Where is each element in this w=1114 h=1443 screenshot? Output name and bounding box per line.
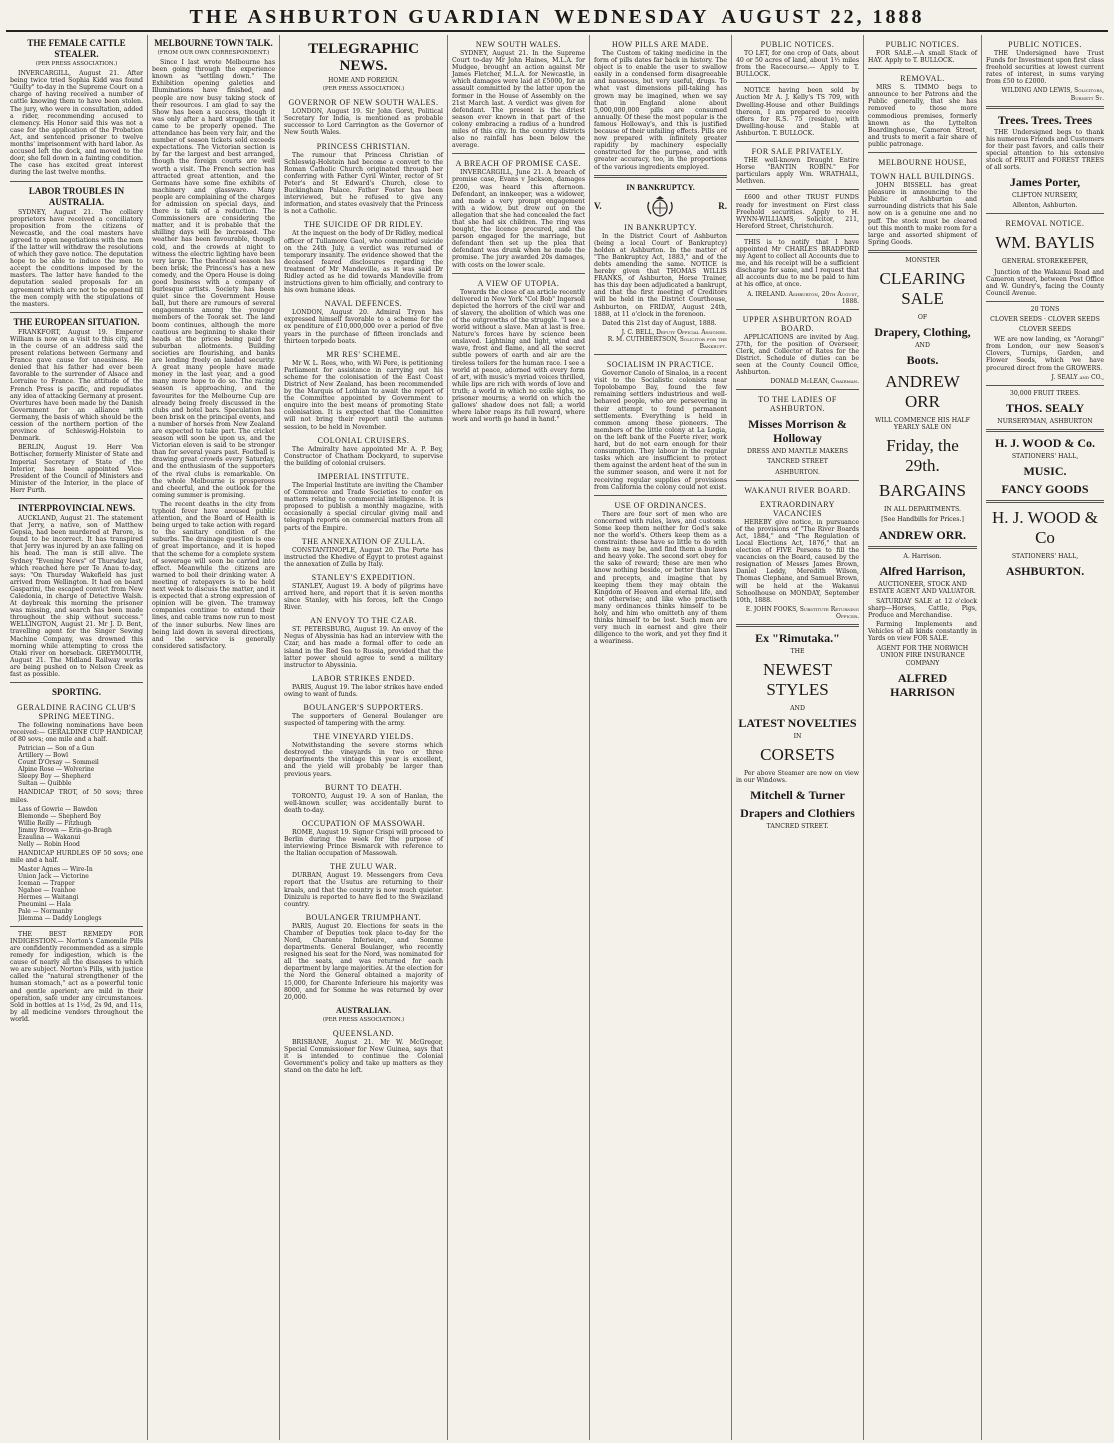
headline-socialism: SOCIALISM IN PRACTICE. bbox=[606, 360, 715, 370]
advert-music: MUSIC. bbox=[1023, 464, 1067, 478]
notice-bissell: JOHN BISSELL has great pleasure in announcing to the Public of Ashburton and surrounding districts that his Sale now on is a genuine one and no puff. The stock must be cleared out this month to make room for a large and assorted shipment of Spring Goods. bbox=[868, 182, 977, 246]
article-melbourne-2: The recent deaths in the city from typhoid fever have aroused public attention, and the Board of Health is being urged to take action with regard to the sanitary condition of the suburbs. The drainage question is one of great importance, and it is hoped that the scheme for a complete system of sewerage will soon be carried into effect. Meanwhile the citizens are warned to boil their drinking water. A meeting of ratepayers is to be held next week to discuss the matter, and it is expected that a strong expression of opinion will be given. The tramway companies continue to extend their lines, and cable trams now run to most of the inner suburbs. New lines are being laid down in several directions, and the service is generally considered satisfactory. bbox=[152, 500, 275, 650]
article-stanley: STANLEY, August 19. A body of pilgrims have arrived here, and report that it is seven months since Stanley, with his forces, left the Congo River. bbox=[284, 582, 443, 612]
section-public-notices: PUBLIC NOTICES. bbox=[885, 40, 960, 49]
divider bbox=[736, 480, 859, 481]
article-berlin: BERLIN, August 19. Herr Von Bottischer, formerly Minister of State and Imperial Secretary of State of the Interior, has been appointed Vice-President of the Council of Ministers and Minister of the Interior, in the place of Herr Furth. bbox=[10, 444, 143, 494]
entry: Hermes — Waitangi bbox=[18, 893, 79, 901]
headline-boulanger-triumphant: BOULANGER TRIUMPHANT. bbox=[305, 912, 422, 922]
divider bbox=[736, 309, 859, 310]
divider bbox=[868, 152, 977, 153]
column-4 bbox=[448, 35, 590, 1440]
advert-bargains: BARGAINS bbox=[879, 481, 966, 501]
divider bbox=[594, 495, 727, 496]
section-public-notices: PUBLIC NOTICES. bbox=[760, 40, 835, 49]
advert-20-tons: 20 TONS bbox=[1030, 305, 1060, 313]
vacancies-signature: E. JOHN FOOKS, Substitute Returning Officer. bbox=[745, 605, 859, 620]
entry: Artillery — Bowl bbox=[18, 752, 69, 760]
advert-the: THE bbox=[790, 647, 805, 655]
article-rees: Mr W. L. Rees, who, with Wi Pere, is petitioning Parliament for assistance in carrying out his scheme for the colonisation of the East Coast District of New Zealand, has been recommended by the Marquis of Lothian to await the report of the Committee appointed by Government to enquire into the best means of promoting State colonisation. It is expected that the Committee will not bring their report until the autumn session, to be held in November. bbox=[284, 359, 443, 431]
article-strikes: PARIS, August 19. The labor strikes have ended owing to want of funds. bbox=[284, 683, 443, 698]
headline-stanley: STANLEY'S EXPEDITION. bbox=[311, 572, 416, 582]
entry: Blemonde — Shepherd Boy bbox=[18, 812, 102, 820]
headline-melbourne: MELBOURNE TOWN TALK. bbox=[154, 38, 273, 48]
article-interprovincial: AUCKLAND, August 21. The statement that Jerry, a native, son of Matthew Gepsia, had been murdered at Parore, is found to be incorrect. It has transpired that Jerry was injured by an axe falling on his head. The man is still alive. The Sydney "Evening News" of Thursday last, which reached here per Te Anau to-day, says: "On Thursday Wakefield has just arrived from Wellington. It had on board Gasparini, the escaped convict from New Caledonia, in charge of Detective Walsh. At daybreak this morning the prisoner was missing, and search has been made throughout the ship without success." WELLINGTON, August 21. Mr J. D. Bent, travelling agent for the Singer Sewing Machine Company, was drowned this morning while attempting to cross the Otaki river on horseback. GREYMOUTH, August 21. The Midland Railway works are being pushed on to Nelson Creek as fast as possible. bbox=[10, 514, 143, 679]
article-pills: The Custom of taking medicine in the form of pills dates far back in history. The object is to enable the user to swallow easily in a condensed form disagreeable and nauseous, but very useful, drugs. To what vast dimensions pill-taking has grown may be imagined, when we say that in England alone about 5,000,000,000 pills are consumed annually. Of these the most popular is the famous Holloway's, and this is justified because of their unfailing effects. Pills are now prepared with infinitely greater rapidity by machinery especially constructed for the purpose, and with greater accuracy, too, in the proportions of the various ingredients employed. bbox=[594, 50, 727, 171]
entry: Patrician — Son of a Gun bbox=[18, 745, 95, 753]
headline-geraldine: GERALDINE RACING CLUB'S SPRING MEETING. bbox=[16, 703, 137, 722]
headline-cattle: THE FEMALE CATTLE STEALER. bbox=[27, 38, 126, 59]
column-6 bbox=[732, 35, 864, 1440]
headline-nsw: NEW SOUTH WALES. bbox=[475, 40, 562, 49]
advert-dressmakers: DRESS AND MANTLE MAKERS bbox=[746, 448, 849, 456]
article-melbourne: Since I last wrote Melbourne has been going through the experience known as "settling down." The Exhibition opening galeties and Illuminations have finished, and people are now busy taking stock of their resources. I am glad to say the Show has been a success, though it was only after a hard struggle that it came to be properly opened. The attendance has been very fair, and the number of season tickets sold exceeds expectations. The Victorian section is by far the largest and best arranged, though the foreign courts are well worth a visit. The French section has attracted great attention, and the Germans have some fine exhibits of machinery and glassware. Many people are complaining of the charges for admission on special days, and there is talk of a reduction. The Commissioners are considering the matter, and it is probable that the shilling days will be increased. The weather has been favourable, though cold, and the crowds at night to witness the electric lighting have been very large. The theatrical season has been brisk; the Princess's has a new comedy, and the Opera House is doing good business with a company of burlesque artists. Society has been quiet since the Government House ball, but there are rumours of several engagements among the younger members of the Toorak set. The land boom continues, although the more cautious are beginning to shake their heads at the prices being paid for suburban allotments. Building societies are flourishing, and banks are lending freely on landed security. A great many people have made money in the last year, and a good many more hope to do so. The racing season is approaching, and the favourites for the Melbourne Cup are already being freely discussed in the clubs and hotel bars. Speculation has been brisk on the principal events, and a number of horses from New Zealand are expected to take part. The cricket season will soon be upon us, and the Victorian eleven is said to be stronger than for several years past. Football is drawing great crowds every Saturday, and the enthusiasm of the supporters of the rival clubs is remarkable. On the whole Melbourne is prosperous and cheerful, and the outlook for the coming summer is promising. bbox=[152, 59, 275, 499]
advert-and: AND bbox=[790, 705, 805, 713]
article-boulanger: The supporters of General Boulanger are suspected of tampering with the army. bbox=[284, 713, 443, 728]
advert-drapers: Drapers and Clothiers bbox=[740, 806, 855, 821]
seal-r: R. bbox=[718, 201, 727, 212]
headline-princess: PRINCESS CHRISTIAN. bbox=[316, 141, 411, 151]
headline-pills: HOW PILLS ARE MADE. bbox=[612, 40, 709, 49]
entry: Pale — Normanby bbox=[18, 907, 73, 915]
headline-upper-ashburton: UPPER ASHBURTON ROAD BOARD. bbox=[742, 314, 853, 333]
headline-rees: MR RES' SCHEME. bbox=[326, 349, 401, 359]
advert-fancy-goods: FANCY GOODS bbox=[1001, 482, 1089, 496]
headline-wakanui: WAKANUI RIVER BOARD. bbox=[744, 485, 851, 495]
headline-breach: A BREACH OF PROMISE CASE. bbox=[455, 159, 582, 169]
article-queensland: BRISBANE, August 21. Mr W. McGregor, Special Commissioner for New Guinea, says that it is intended to continue the Colonial Government's policy and take up matters as they stand on the date he left. bbox=[284, 1038, 443, 1075]
notice-private-sale: THE well-known Draught Entire Horse "BANTIN ROBIN." For particulars apply Wm. WRATHALL, Methven. bbox=[736, 157, 859, 186]
entry-list-1 bbox=[18, 745, 143, 787]
advert-clover-2: CLOVER SEEDS bbox=[1019, 326, 1071, 334]
article-burnt: TORONTO, August 19. A son of Hanlan, the well-known sculler, was accidentally burnt to death to-day. bbox=[284, 792, 443, 814]
advert-harrison-small: A. Harrison. bbox=[903, 552, 942, 560]
seal-v: V. bbox=[594, 201, 602, 212]
advert-friday: Friday, the 29th. bbox=[886, 436, 959, 476]
upper-signature: DONALD McLEAN, Chairman. bbox=[770, 378, 859, 386]
article-princess: The rumour that Princess Christian of Schleswig-Holstein had become a convert to the Roman Catholic Church originated through her conferring with Father Cyril Winter, rector of St Peter's and St Edward's Church, close to Buckingham Palace. Father Foster has been interviewed, but he refused to give any information, and states evasively that the Princess is not a Catholic. bbox=[284, 151, 443, 216]
advert-corsets: CORSETS bbox=[760, 745, 835, 765]
column-2 bbox=[148, 35, 280, 1440]
advert-per-above: Per above Steamer are now on view in our Windows. bbox=[736, 770, 859, 785]
entry: Pneumini — Hala bbox=[18, 900, 71, 908]
article-vineyard: Notwithstanding the severe storms which destroyed the vineyards in two or three departments the vintage this year is excellent, and the yield will probably be larger than previous years. bbox=[284, 742, 443, 778]
advert-trees: Trees. Trees. Trees bbox=[997, 112, 1093, 127]
headline-ordinances: USE OF ORDINANCES. bbox=[614, 500, 707, 510]
advert-and: AND bbox=[915, 342, 930, 350]
advert-auctioneer: AUCTIONEER, STOCK AND ESTATE AGENT AND VALUATOR. bbox=[869, 580, 976, 595]
headline-europe: THE EUROPEAN SITUATION. bbox=[13, 316, 140, 327]
wilding-signature: WILDING AND LEWIS, Solicitors, Burnett St. bbox=[1001, 87, 1104, 102]
advert-storekeeper: GENERAL STOREKEEPER, bbox=[1001, 258, 1089, 266]
divider bbox=[868, 546, 977, 549]
divider bbox=[594, 175, 727, 178]
article-europe: FRANKFORT, August 19. Emperor William is now on a visit to this city, and in the course of an address said the present relations between Germany and France gave cause for uneasiness. He denied that his father had ever been favorable to the surrender of Alsace and Lorraine to France. The attitude of the French Press is pacific, and repudiates any idea of attacking Germany at present. Overtures have been made by the Danish Government for an alliance with Germany, the basis of which should be the cession of the northern portion of the province of Schleswig-Holstein to Denmark. bbox=[10, 328, 143, 443]
masthead-title: THE ASHBURTON GUARDIAN bbox=[189, 5, 543, 28]
article-breach: INVERCARGILL, June 21. A breach of promise case, Evans v Jackson, damages £200, was heard this afternoon. Defendant, an innkeeper, was a widower, and made a very prompt engagement with a widow, but drew out on the allegation that she had concealed the fact that she had six children. The ring was bought, the licence procured, and the parson engaged for the marriage, but defendant then set up the plea that defendant was drunk when he made the promise. The jury awarded 20s damages, with costs on the lower scale. bbox=[452, 169, 585, 269]
divider bbox=[736, 189, 859, 190]
advert-farming: Farming Implements and Vehicles of all kinds constantly in Yards on view FOR SALE. bbox=[868, 621, 977, 643]
entry: Ngahee — Ivanhoe bbox=[18, 886, 76, 894]
advert-alfred-harrison: Alfred Harrison, bbox=[879, 563, 966, 578]
advert-half-yearly: WILL COMMENCE HIS HALF YEARLY SALE ON bbox=[875, 417, 970, 432]
advert-saturday-sale: SATURDAY SALE at 12 o'clock sharp—Horses, Cattle, Pigs, Produce and Merchandise. bbox=[868, 597, 977, 619]
headline-queensland: QUEENSLAND. bbox=[332, 1028, 395, 1038]
article-cruisers: The Admiralty have appointed Mr A. P. Bey, Constructor of Chatham Dockyard, to supervise the building of colonial cruisers. bbox=[284, 445, 443, 467]
byline: (PER PRESS ASSOCIATION.) bbox=[35, 61, 118, 67]
headline-sporting: SPORTING. bbox=[52, 687, 101, 698]
divider bbox=[736, 82, 859, 83]
divider bbox=[868, 68, 977, 69]
headline-australian: AUSTRALIAN. bbox=[336, 1005, 391, 1015]
entry-list-2 bbox=[18, 806, 143, 848]
advert-stationers-hall: STATIONERS' HALL, bbox=[1011, 452, 1079, 460]
headline-melbourne-house: MELBOURNE HOUSE, bbox=[878, 158, 967, 168]
headline-cruisers: COLONIAL CRUISERS. bbox=[317, 435, 410, 445]
divider bbox=[10, 312, 143, 313]
article-boulanger-triumphant: PARIS, August 20. Elections for seats in the Chamber of Deputies took place to-day for the Nord, Charente Inferieure, and Somme departments. General Boulanger, who recently resigned his seat for the Nord, was nominated for all the seats, and was returned for each department by large majorities. At the election for the Nord the General obtained a majority of 15,000, for Charente Inferieure his majority was 8000, and for Somme he was returned by over 20,000. bbox=[284, 922, 443, 1001]
masthead-day: WEDNESDAY bbox=[554, 5, 710, 28]
entry: Iceman — Trapper bbox=[18, 879, 75, 887]
article-zulu: DURBAN, August 19. Messengers from Ceva report that the Usutus are returning to their kraals, and that the country is now much quieter. Dinizulu is reported to have fled to the Swaziland country. bbox=[284, 872, 443, 908]
headline-czar: AN ENVOY TO THE CZAR. bbox=[310, 616, 417, 626]
advert-hj-wood-2: H. J. WOOD & Co bbox=[992, 508, 1098, 547]
headline-ladies: TO THE LADIES OF ASHBURTON. bbox=[758, 395, 837, 414]
article-socialism: Governor Canolo of Sinaloa, in a recent visit to the Socialistic colonists near Topolobampo Bay, found the few remaining settlers industrious and well-behaved people, who are persevering in their attempt to found permanent settlements. Everything is held in common among these pioneers. The members of the little colony at La Logia, on the left bank of the Fuerte river, work hard, but do not earn enough for their consumption. They labour in the regular tasks which are insufficient to protect them against the ardent heat of the sun in the summer season, and were it not for receiving regular supplies of provisions from California the colony could not exist. bbox=[594, 370, 727, 491]
advert-clearing-sale: CLEARING SALE bbox=[879, 268, 966, 308]
section-public-notices: PUBLIC NOTICES. bbox=[1008, 40, 1082, 49]
columns bbox=[6, 35, 1108, 1440]
article-zulla: CONSTANTINOPLE, August 20. The Porte has instructed the Khedive of Egypt to protest against the annexation of Zulla by Italy. bbox=[284, 546, 443, 568]
handicap-trot: HANDICAP TROT, of 50 sovs; three miles. bbox=[10, 789, 143, 804]
column-8 bbox=[982, 35, 1108, 1440]
byline: (FROM OUR OWN CORRESPONDENT.) bbox=[157, 50, 270, 56]
headline-zulla: THE ANNEXATION OF ZULLA. bbox=[301, 536, 426, 546]
divider bbox=[10, 498, 143, 499]
advert-boots: Boots. bbox=[906, 353, 939, 368]
headline-boulanger: BOULANGER'S SUPPORTERS. bbox=[303, 703, 424, 712]
subhead-home-foreign: HOME AND FOREIGN. bbox=[328, 77, 399, 84]
article-ordinances: There are four sort of men who are concerned with rules, laws, and customs. Some keep them neither for God's sake nor the world's. Others keep them as a constraint: these have so little to do with them as may be, and find them a burden and heavy yoke. The second sort obey for the sake of reward; these are men who know nothing beside, or better than laws and precepts, and imagine that by keeping them they may obtain the Kingdom of Heaven and eternal life, and not otherwise; and like who practiseth many ordinances thinks himself to be holy, and him who omitteth any of them thinks himself to be lost. Such men are very much in earnest and give their diligence to the work, and yet they find it a weariness. bbox=[594, 510, 727, 646]
article-imperial: The Imperial Institute are inviting the Chamber of Commerce and Trade Societies to confer on matters relating to commercial intelligence. It is proposed to publish a monthly magazine, with occasionally a special circular giving mail and telegraph reports on commercial matters from all parts of the Empire. bbox=[284, 481, 443, 532]
entry: Sleepy Boy — Shepherd bbox=[18, 773, 91, 781]
article-naval: LONDON, August 20. Admiral Tryon has expressed himself favorable to a scheme for the ex penditure of £10,000,000 over a period of five years in the purchase of fifteen ironclads and thirteen torpedo boats. bbox=[284, 309, 443, 345]
advert-town: ASHBURTON. bbox=[775, 468, 820, 476]
divider bbox=[452, 273, 585, 274]
bankruptcy-solicitor: R. M. CUTHBERTSON, Solicitor for the Bankrupt. bbox=[607, 335, 727, 350]
notice-vacancies: HEREBY give notice, in pursuance of the provisions of "The River Boards Act, 1884," and "The Regulation of Local Elections Act, 1876," that an election of FIVE Persons to fill the vacancies on the Board, caused by the resignation of Messrs James Brown, Daniel Leddy, Meredith Wilson, Thomas Clephane, and Samuel Brown, will be held at the Wakanui Schoolhouse on MONDAY, September 10th, 1888. bbox=[736, 518, 859, 604]
entry: Jimmy Brown — Erin-go-Bragh bbox=[18, 826, 112, 834]
advert-in: IN bbox=[793, 733, 802, 741]
entry: Willie Reilly — Fitzhugh bbox=[18, 819, 92, 827]
headline-removal-notice: REMOVAL NOTICE. bbox=[1005, 219, 1085, 229]
divider bbox=[986, 106, 1104, 109]
ireland-signature: A. IRELAND. Ashburton, 20th August, 1888. bbox=[747, 290, 859, 305]
headline-interprovincial: INTERPROVINCIAL NEWS. bbox=[17, 502, 136, 513]
headline-imperial: IMPERIAL INSTITUTE. bbox=[317, 471, 410, 481]
headline-governor: GOVERNOR OF NEW SOUTH WALES. bbox=[288, 98, 439, 108]
advert-all-departments: IN ALL DEPARTMENTS. bbox=[883, 506, 962, 514]
advert-baylis-text: Junction of the Wakanui Road and Cameron street, between Post Office and W. Gundry's, facing the County Council Avenue. bbox=[986, 268, 1104, 297]
divider bbox=[452, 153, 585, 154]
advert-sealy-text: WE are now landing, ex "Aorangi" from London, our new Season's Clovers, Turnips, Garden, and Flower Seeds, which we have procured direct from the GROWERS. bbox=[986, 336, 1104, 372]
notice-ireland: THIS is to notify that I have appointed Mr CHARLES BRADFORD my Agent to collect all Accounts due to me, and his receipt will be a sufficient discharge for same, and I request that all accounts due to me be paid to him at his office, at once. bbox=[736, 238, 859, 289]
advert-ex-rimutaka: Ex "Rimutaka." bbox=[755, 630, 840, 645]
headline-utopia: A VIEW OF UTOPIA. bbox=[477, 278, 560, 288]
byline: (PER PRESS ASSOCIATION.) bbox=[322, 86, 405, 93]
advert-norwich-union: AGENT FOR THE NORWICH UNION FIRE INSURANCE COMPANY bbox=[876, 645, 969, 667]
notice-land-to-let: TO LET, for one crop of Oats, about 40 or 50 acres of land, about 1½ miles from the Racecourse.— Apply to T. BULLOCK. bbox=[736, 50, 859, 79]
article-nsw: SYDNEY, August 21. In the Supreme Court to-day Mr John Haines, M.L.A. for Mudgee, brought an action against Mr James Fletcher, M.L.A. for Newcastle, in which damages were laid at £5000, for an assault committed by the latter upon the former in the House of Assembly on the 21st March last. A verdict was given for defendant. The present is the driest season ever known in that part of the colony embracing a radius of a hundred miles of this city. In the country districts also no rainfall has been below the average. bbox=[452, 50, 585, 150]
entry: Sultan — Quibble bbox=[18, 780, 72, 788]
advert-alfred-harrison-2: ALFRED HARRISON bbox=[890, 670, 955, 699]
divider bbox=[986, 429, 1104, 432]
column-5 bbox=[590, 35, 732, 1440]
entry-list-3 bbox=[18, 866, 143, 922]
divider bbox=[986, 301, 1104, 302]
divider bbox=[736, 234, 859, 235]
byline: (PER PRESS ASSOCIATION.) bbox=[322, 1016, 405, 1023]
advert-address: TANCRED STREET bbox=[767, 458, 828, 466]
handicap-hurdles: HANDICAP HURDLES OF 50 sovs; one mile and a half. bbox=[10, 849, 143, 864]
article-ridley: At the inquest on the body of Dr Ridley, medical officer of Tullamore Gaol, who committed suicide on the 24th July, a verdict was returned of temporary insanity. The evidence showed that the deceased feared disclosures regarding the treatment of Mr Mandeville, as it was said Dr Ridley acted as he did towards Mandeville from instructions given to him officially, and contrary to his own humane ideas. bbox=[284, 230, 443, 295]
headline-town-hall: TOWN HALL BUILDINGS. bbox=[870, 172, 975, 182]
entry: Ezaulina — Wakanui bbox=[18, 833, 81, 841]
divider bbox=[986, 385, 1104, 386]
headline-zulu: THE ZULU WAR. bbox=[329, 862, 397, 872]
advert-andrew-orr-2: ANDREW ORR. bbox=[878, 527, 967, 542]
column-7 bbox=[864, 35, 982, 1440]
masthead bbox=[6, 4, 1108, 32]
divider bbox=[986, 500, 1104, 503]
column-1 bbox=[6, 35, 148, 1440]
divider bbox=[594, 354, 727, 355]
divider bbox=[10, 682, 143, 683]
entry: Count D'Orsay — Sommeil bbox=[18, 759, 99, 767]
article-massowah: ROME, August 19. Signor Crispi will proceed to Berlin during the week for the purpose of interviewing Prince Bismarck with reference to the Italian occupation of Massowah. bbox=[284, 828, 443, 858]
entry: Lass of Gowrie — Bawdon bbox=[18, 805, 98, 813]
headline-private-sale: FOR SALE PRIVATELY. bbox=[751, 147, 844, 157]
advert-tancred: TANCRED STREET. bbox=[766, 823, 829, 831]
bankruptcy-notice: In the District Court of Ashburton (being a local Court of Bankruptcy) holden at Ashburton. In the matter of "The Bankruptcy Act, 1883," and of the debts amending the same. NOTICE is hereby given that THOMAS WILLIS FRANKS, of Ashburton, Horse Trainer, has this day been adjudicated a bankrupt, and that the first meeting of Creditors will be held in the District Courthouse, Ashburton, on FRIDAY, August 24th, 1888, at 11 o'clock in the forenoon. bbox=[594, 232, 727, 318]
article-governor: LONDON, August 19. Sir John Gorst, Political Secretary for India, is mentioned as probable successor to Lord Carrington as the Governor of New South Wales. bbox=[284, 108, 443, 137]
advert-norton-pills: THE BEST REMEDY FOR INDIGESTION.— Norton's Camomile Pills are confidently recommended as a simple remedy for indigestion, which is the cause of nearly all the diseases to which we are subject. Norton's Pills, with justice called the "natural strengthener of the human stomach," act as a powerful tonic and gentle aperient; are mild in their operation, safe under any circumstances. Sold in bottles at 1s 1½d, 2s 9d, and 11s, by all medicine vendors throughout the world. bbox=[10, 930, 143, 1023]
article-czar: ST. PETERSBURG, August 19. An envoy of the Negus of Abyssinia has had an interview with the Czar, and has made a formal offer to cede an island in the Red Sea to Russia, provided that the latter power should agree to send a military instructor to Abyssinia. bbox=[284, 626, 443, 669]
divider bbox=[736, 389, 859, 390]
royal-seal bbox=[594, 196, 727, 218]
column-3 bbox=[280, 35, 448, 1440]
divider bbox=[868, 250, 977, 253]
advert-morrison-holloway: Misses Morrison & Holloway bbox=[748, 417, 847, 446]
advert-allenton: Allenton, Ashburton. bbox=[1012, 202, 1078, 210]
headline-bankruptcy: IN BANKRUPTCY. bbox=[626, 182, 695, 192]
headline-telegraphic: TELEGRAPHIC NEWS. bbox=[308, 41, 419, 74]
advert-stationers-hall-2: STATIONERS' HALL, bbox=[1011, 553, 1079, 560]
divider bbox=[736, 624, 859, 627]
entry: Jilemma — Daddy Longlegs bbox=[18, 914, 102, 922]
notice-upper-ashburton: APPLICATIONS are invited by Aug. 27th, for the position of Overseer, Clerk, and Collector of Rates for the District. Schedule of duties can be seen at the County Council Office, Ashburton. bbox=[736, 333, 859, 377]
entry: Union Jack — Victorine bbox=[18, 872, 89, 880]
headline-removal: REMOVAL. bbox=[900, 74, 945, 84]
notice-kelly-sale: NOTICE having been sold by Auction Mr A. J. Kelly's TS 709, with Dwelling-House and other Buildings thereon, I am prepared to receive offers for R.S. 75 (residue), with Dwelling-house and Stable at Ashburton. T. BULLOCK. bbox=[736, 87, 859, 137]
headline-vineyard: THE VINEYARD YIELDS. bbox=[313, 732, 414, 742]
entry: Master Agnes — Wire-In bbox=[18, 865, 93, 873]
advert-baylis: WM. BAYLIS bbox=[995, 233, 1095, 253]
advert-monster: MONSTER bbox=[905, 256, 940, 264]
headline-strikes: LABOR STRIKES ENDED. bbox=[312, 673, 415, 683]
advert-drapery: Drapery, Clothing, bbox=[874, 325, 971, 340]
advert-clifton: CLIFTON NURSERY, bbox=[1012, 192, 1078, 200]
sealy-signature: J. SEALY and CO., bbox=[1051, 373, 1104, 381]
notice-wilding: THE Undersigned have Trust Funds for Investment upon first class freehold securities at lowest current rates of interest, in sums varying from £50 to £2000. bbox=[986, 50, 1104, 86]
headline-labor: LABOR TROUBLES IN AUSTRALIA. bbox=[28, 185, 125, 207]
advert-nurseryman: NURSERYMAN, ASHBURTON bbox=[997, 417, 1093, 425]
headline-naval: NAVAL DEFENCES. bbox=[324, 299, 403, 309]
advert-thos-sealy: THOS. SEALY bbox=[1005, 400, 1085, 415]
headline-massowah: OCCUPATION OF MASSOWAH. bbox=[301, 818, 426, 828]
advert-newest-styles: NEWEST STYLES bbox=[763, 660, 832, 700]
notice-hay-sale: FOR SALE.—A small Stack of HAY. Apply to T. BULLOCK. bbox=[868, 50, 977, 65]
notice-trust-funds: £600 and other TRUST FUNDS ready for investment on First class Freehold securities. Apply to H. WYNN-WILLIAMS, Solicitor, 211, Hereford Street, Christchurch. bbox=[736, 194, 859, 230]
divider bbox=[10, 926, 143, 927]
masthead-date: AUGUST 22, 1888 bbox=[721, 5, 925, 28]
advert-hj-wood: H. J. WOOD & Co. bbox=[994, 435, 1096, 450]
advert-of: OF bbox=[917, 313, 928, 321]
article-cattle: INVERCARGILL, August 21. After being twice tried Sophia Kidd was found "Guilty" to-day in the Supreme Court on a charge of having received a number of cattle knowing them to have been stolen. The jury, who were in consultation, added a rider, recommending accused to clemency. His Honor said this was not a case for the application of the Probation Act, and sentenced prisoner to twelve months' imprisonment with hard labor. As accused left the dock, and moved to the door, she fell down in a fainting condition. The case has excited great interest during the last twelve months. bbox=[10, 70, 143, 177]
advert-fruit-trees: 30,000 FRUIT TREES. bbox=[1009, 389, 1081, 397]
advert-andrew-orr: ANDREW ORR bbox=[885, 372, 960, 412]
entry: Alpine Rose — Wolverine bbox=[18, 766, 95, 774]
advert-handbills: [See Handbills for Prices.] bbox=[881, 516, 964, 524]
article-labor: SYDNEY, August 21. The colliery proprietors have received a conciliatory proposition from the citizens of Newcastle, and the coal masters have agreed to open negotiations with the men if the latter will withdraw the resolutions of which they gave notice. The deputation hope to be able to induce the men to accept the conditions imposed by the masters. The latter have handed to the deputation sealed proposals for an agreement which are not to be opened till the men comply with the stipulations of the masters. bbox=[10, 208, 143, 308]
notice-timmo: MRS S. TIMMO begs to announce to her Patrons and the Public generally, that she has removed to those more commodious premises, formerly known as the Lyttelton Boardinghouse, Cameron Street, and trusts to merit a fair share of public patronage. bbox=[868, 84, 977, 148]
divider bbox=[10, 181, 143, 182]
divider bbox=[986, 213, 1104, 214]
geraldine-intro: The following nominations have been received:— GERALDINE CUP HANDICAP, of 80 sovs; one mile and a half. bbox=[10, 722, 143, 744]
advert-mitchell-turner: Mitchell & Turner bbox=[750, 788, 845, 803]
bankruptcy-dated: Dated this 21st day of August, 1888. bbox=[602, 319, 717, 327]
bankruptcy-title: IN BANKRUPTCY. bbox=[624, 222, 697, 232]
advert-latest-novelties: LATEST NOVELTIES bbox=[738, 716, 857, 731]
advert-clover: CLOVER SEEDS · CLOVER SEEDS bbox=[990, 315, 1100, 323]
advert-trees-text: THE Undersigned begs to thank his numerous Friends and Customers for their past favors, and calls their special attention to his extensive stock of FRUIT and FOREST TREES of all sorts. bbox=[986, 128, 1104, 172]
coat-of-arms-icon bbox=[643, 196, 677, 218]
divider bbox=[736, 141, 859, 142]
bankruptcy-signature: J. C. BELL, Deputy Official Assignee. bbox=[621, 328, 727, 336]
advert-james-porter: James Porter, bbox=[1009, 175, 1081, 190]
headline-vacancies: EXTRAORDINARY VACANCIES bbox=[760, 499, 835, 518]
entry: Nelly — Robin Hood bbox=[18, 840, 80, 848]
headline-burnt: BURNT TO DEATH. bbox=[324, 782, 403, 792]
headline-ridley: THE SUICIDE OF DR RIDLEY. bbox=[303, 220, 424, 230]
article-utopia: Towards the close of an article recently delivered in New York "Col Bob" Ingersoll depicted the horrors of the civil war and of slavery, the abolition of which was one of the outgrowths of the struggle. "I see a world without a slave. Man at last is free. Nature's forces have by science been enslaved. Lightning and light, wind and wave, frost and flame, and all the secret subtle powers of earth and air are the tireless toilers for the human race. I see a world at peace, adorned with every form of art, with music's myriad voices thrilled, while lips are rich with words of love and truth; a world in which no exile sighs, no prisoner mourns; a world on which the gallows' shadow does not fall; a world where labor reaps its full reward, where work and worth go hand in hand." bbox=[452, 288, 585, 424]
advert-ashburton: ASHBURTON. bbox=[1005, 564, 1085, 579]
